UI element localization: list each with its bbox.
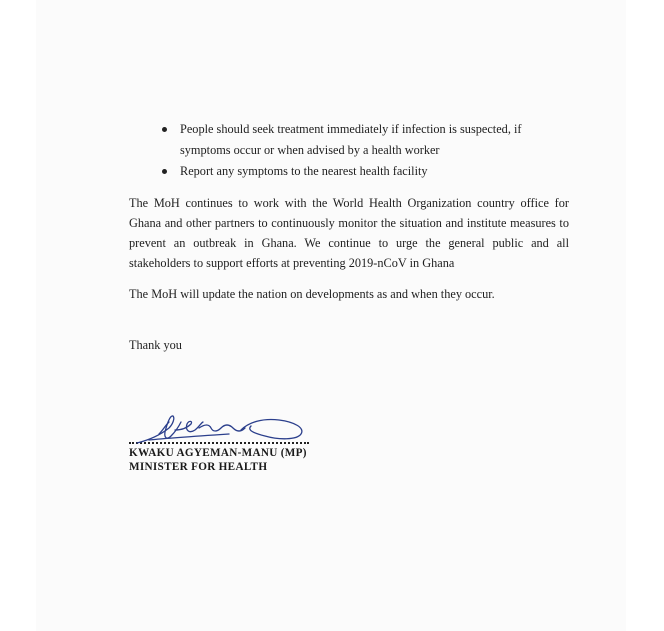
signature-line (129, 442, 309, 444)
bullet-item (129, 161, 569, 182)
bullet-list (129, 119, 569, 182)
paragraph-update: The MoH will update the nation on developments as and when they occur. (129, 286, 495, 301)
closing-text: Thank you (129, 337, 182, 352)
signatory-title: MINISTER FOR HEALTH (129, 461, 268, 473)
bullet-item (129, 119, 569, 160)
bullet-icon (162, 127, 167, 132)
bullet-text: People should seek treatment immediately if infection is suspected, if symptoms occur or when advised by a health worker (180, 122, 522, 157)
bullet-icon (162, 169, 167, 174)
document-body (129, 119, 569, 355)
signature-block (129, 410, 329, 474)
bullet-text: Report any symptoms to the nearest health facility (180, 164, 428, 178)
handwritten-signature (129, 410, 309, 446)
signatory-name: KWAKU AGYEMAN-MANU (MP) (129, 447, 307, 459)
paragraph-monitoring: The MoH continues to work with the World Health Organization country office for Ghana and other partners to continuously monitor the situation and institute measures to prevent an outbreak in Ghana. We continue to urge the general public and all stakeholders to support efforts at preventing 2019-nCoV in Ghana (129, 195, 569, 270)
